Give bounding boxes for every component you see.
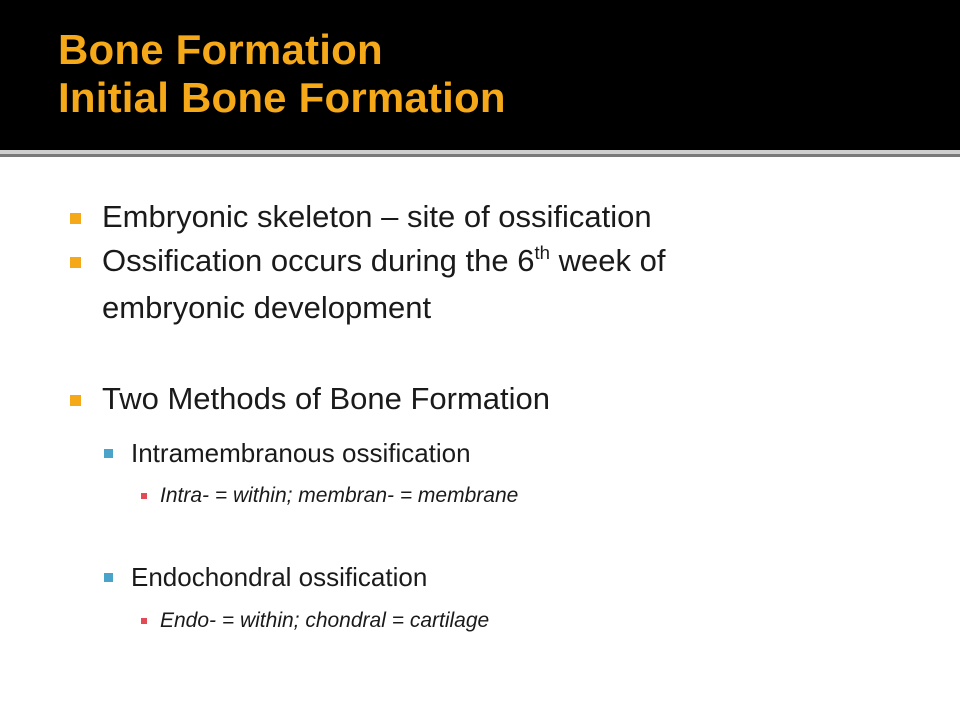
title-line-2: Initial Bone Formation — [58, 74, 506, 121]
bullet-ossification-timing-line2: embryonic development — [102, 290, 432, 325]
bullet-two-methods: Two Methods of Bone Formation — [102, 381, 551, 416]
square-subbullet-icon — [104, 449, 113, 458]
bullet-ossification-timing: Ossification occurs during the 6th week of — [102, 242, 666, 278]
subbullet-endochondral: Endochondral ossification — [131, 562, 428, 592]
slide-title — [58, 26, 506, 122]
title-line-1: Bone Formation — [58, 26, 383, 73]
slide-body — [0, 157, 960, 720]
square-bullet-icon — [70, 257, 81, 268]
title-band — [0, 0, 960, 150]
square-subbullet-icon — [104, 573, 113, 582]
subbullet-intramembranous: Intramembranous ossification — [131, 438, 471, 468]
bullet-embryonic-skeleton: Embryonic skeleton – site of ossification — [102, 199, 652, 234]
note-endochondral: Endo- = within; chondral = cartilage — [160, 609, 490, 632]
note-intramembranous: Intra- = within; membran- = membrane — [160, 484, 519, 507]
square-subsubbullet-icon — [141, 493, 147, 499]
square-bullet-icon — [70, 395, 81, 406]
square-subsubbullet-icon — [141, 618, 147, 624]
square-bullet-icon — [70, 213, 81, 224]
